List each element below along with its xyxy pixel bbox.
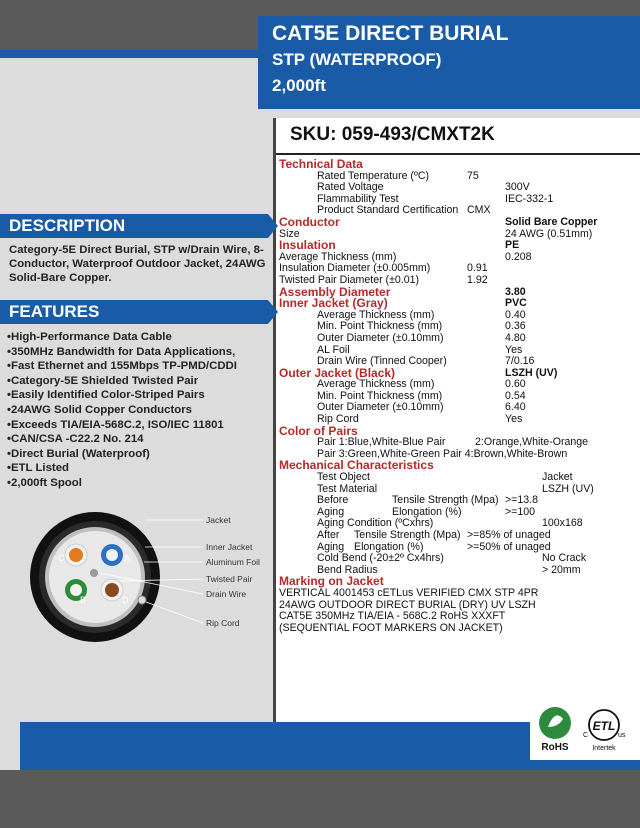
pair-c-core-icon: [69, 548, 83, 562]
insulation-heading: Insulation: [279, 238, 336, 253]
outer-jacket-heading: Outer Jacket (Black): [279, 365, 396, 380]
elong-label: Elongation (%): [392, 505, 462, 518]
title-line-1: CAT5E DIRECT BURIAL: [272, 22, 509, 45]
label-rip-cord: Rip Cord: [206, 618, 240, 628]
features-heading: FEATURES: [0, 300, 268, 324]
etl-us-text: us: [618, 732, 626, 739]
marking-line: VERTICAL 4001453 cETLus VERIFIED CMX STP 4PR: [279, 586, 539, 599]
feature-item: • 350MHz Bandwidth for Data Applications,: [7, 345, 273, 360]
feature-item: • Direct Burial (Waterproof): [7, 447, 273, 462]
pair-d-core-icon: [105, 583, 119, 597]
pair-1: Pair 1:Blue,White-Blue Pair: [317, 436, 446, 449]
ij-avg-label: Average Thickness (mm): [317, 308, 435, 321]
label-inner-jacket: Inner Jacket: [206, 542, 253, 552]
product-std-value: CMX: [467, 204, 491, 217]
oj-avg-label: Average Thickness (mm): [317, 378, 435, 391]
features-list: [7, 330, 273, 491]
feature-item: • High-Performance Data Cable: [7, 330, 273, 345]
aging-label: Aging: [317, 505, 345, 518]
ij-foil-value: Yes: [505, 343, 523, 356]
test-object-label: Test Object: [317, 471, 370, 484]
before-label: Before: [317, 494, 349, 507]
ins-diam-label: Insulation Diameter (±0.005mm): [279, 262, 431, 275]
test-material-label: Test Material: [317, 482, 378, 495]
ins-avg-label: Average Thickness (mm): [279, 250, 397, 263]
marking-line: 24AWG OUTDOOR DIRECT BURIAL (DRY) UV LSZH: [279, 598, 536, 611]
cable-cross-section: [20, 505, 270, 645]
description-heading: DESCRIPTION: [0, 214, 268, 238]
feature-item: • 2,000ft Spool: [7, 476, 273, 491]
ins-avg-value: 0.208: [505, 250, 532, 263]
size-label: Size: [279, 227, 300, 240]
title-line-2: STP (WATERPROOF): [272, 50, 442, 69]
ij-foil-label: AL Foil: [317, 343, 350, 356]
rohs-text: RoHS: [541, 742, 569, 753]
inner-jacket-shape: [49, 531, 141, 623]
oj-outer-value: 6.40: [505, 401, 526, 414]
tensile2-label: Tensile Strength (Mpa): [354, 529, 461, 541]
flammability-value: IEC-332-1: [505, 192, 554, 205]
feature-item: • CAN/CSA -C22.2 No. 214: [7, 432, 273, 447]
test-material-value: LSZH (UV): [542, 482, 594, 495]
elong2-value: >=50% of unaged: [467, 540, 551, 553]
oj-outer-label: Outer Diameter (±0.10mm): [317, 401, 444, 414]
tensile-value: >=13.8: [505, 494, 538, 507]
ij-drain-label: Drain Wire (Tinned Cooper): [317, 355, 447, 368]
assembly-heading: Assembly Diameter: [279, 284, 391, 299]
ij-outer-label: Outer Diameter (±0.10mm): [317, 331, 444, 344]
label-jacket: Jacket: [206, 515, 231, 525]
technical-heading: Technical Data: [279, 157, 363, 171]
aging-cond-label: Aging Condition (ºCxhrs): [317, 517, 434, 530]
leader-line: [146, 602, 203, 623]
sku-rule: [276, 153, 640, 155]
ins-pair-label: Twisted Pair Diameter (±0.01): [279, 273, 420, 286]
elong-value: >=100: [505, 505, 536, 518]
pair-2: 2:Orange,White-Orange: [475, 436, 589, 449]
conductor-heading: Conductor: [279, 214, 340, 229]
ij-drain-value: 7/0.16: [505, 355, 535, 368]
etl-logo-icon: [580, 705, 628, 753]
oj-min-value: 0.54: [505, 389, 526, 402]
ij-min-value: 0.36: [505, 320, 526, 333]
title-box: [258, 16, 640, 109]
sku: SKU: 059-493/CMXT2K: [290, 124, 495, 145]
rated-temp-label: Rated Temperature (ºC): [317, 169, 430, 182]
pairs-heading: Color of Pairs: [279, 423, 358, 438]
pair-a-core-icon: [106, 549, 118, 561]
flammability-label: Flammability Test: [317, 192, 399, 205]
etl-intertek-text: Intertek: [592, 745, 616, 752]
bottom-gray-band: [0, 770, 640, 828]
etl-c-text: C: [583, 732, 589, 739]
feature-item: • Fast Ethernet and 155Mbps TP-PMD/CDDI: [7, 359, 273, 374]
rated-voltage-label: Rated Voltage: [317, 181, 384, 194]
assembly-value: 3.80: [505, 285, 526, 298]
rated-temp-value: 75: [467, 169, 479, 182]
inner-jacket-heading: Inner Jacket (Gray): [279, 296, 388, 311]
rated-voltage-value: 300V: [505, 181, 530, 194]
feature-item: • ETL Listed: [7, 461, 273, 476]
oj-rip-value: Yes: [505, 413, 523, 426]
marking-line: (SEQUENTIAL FOOT MARKERS ON JACKET): [279, 621, 503, 634]
feature-item: • Easily Identified Color-Striped Pairs: [7, 388, 273, 403]
bend-value: > 20mm: [542, 563, 581, 576]
tensile-label: Tensile Strength (Mpa): [392, 494, 499, 507]
label-aluminum-foil: Aluminum Foil: [206, 557, 260, 567]
ij-outer-value: 4.80: [505, 331, 526, 344]
bend-label: Bend Radius: [317, 563, 378, 576]
etl-mark-text: ETL: [592, 719, 616, 733]
cold-label: Cold Bend (-20±2º Cx4hrs): [317, 552, 444, 565]
oj-min-label: Min. Point Thickness (mm): [317, 389, 443, 402]
outer-jacket-value: LSZH (UV): [505, 366, 558, 379]
label-twisted-pair: Twisted Pair: [206, 574, 253, 584]
oj-rip-label: Rip Cord: [317, 413, 359, 426]
marking-line: CAT5E 350MHz TIA/EIA - 568C.2 RoHS XXXFT: [279, 610, 506, 623]
drain-wire-icon: [90, 569, 98, 577]
aging2-label: Aging: [317, 540, 345, 553]
pair-letter-a: A: [124, 553, 131, 563]
test-object-value: Jacket: [542, 471, 573, 484]
label-drain-wire: Drain Wire: [206, 589, 247, 599]
mechanical-heading: Mechanical Characteristics: [279, 458, 434, 473]
rip-cord-icon: [138, 596, 146, 604]
ij-avg-value: 0.40: [505, 308, 526, 321]
ins-diam-value: 0.91: [467, 262, 488, 275]
pair-letter-d: D: [122, 595, 129, 605]
description-text: Category-5E Direct Burial, STP w/Drain Wire, 8-Conductor, Waterproof Outdoor Jacket, 24AWG Solid-Bare Copper.: [9, 244, 266, 284]
aging-cond-value: 100x168: [542, 517, 583, 530]
cold-value: No Crack: [542, 552, 587, 565]
ins-pair-value: 1.92: [467, 273, 488, 286]
product-std-label: Product Standard Certification: [317, 204, 459, 217]
feature-item: • 24AWG Solid Copper Conductors: [7, 403, 273, 418]
elong2-label: Elongation (%): [354, 540, 424, 553]
pair-letter-c: C: [58, 553, 65, 563]
feature-item: • Exceeds TIA/EIA-568C.2, ISO/IEC 11801: [7, 418, 273, 433]
oj-avg-value: 0.60: [505, 378, 526, 391]
feature-item: • Category-5E Shielded Twisted Pair: [7, 374, 273, 389]
tensile2-value: >=85% of unaged: [467, 529, 551, 541]
pair-letter-b: B: [80, 595, 87, 605]
after-label: After: [317, 529, 340, 541]
inner-jacket-value: PVC: [505, 297, 527, 310]
ij-min-label: Min. Point Thickness (mm): [317, 320, 443, 333]
spec-table: [279, 159, 639, 634]
rohs-logo-icon: [536, 705, 574, 753]
pair-3-4: Pair 3:Green,White-Green Pair 4:Brown,White-Brown: [317, 447, 568, 460]
marking-heading: Marking on Jacket: [279, 574, 384, 589]
size-value: 24 AWG (0.51mm): [505, 227, 593, 240]
insulation-value: PE: [505, 239, 520, 252]
conductor-value: Solid Bare Copper: [505, 215, 598, 228]
title-line-3: 2,000ft: [272, 76, 326, 95]
